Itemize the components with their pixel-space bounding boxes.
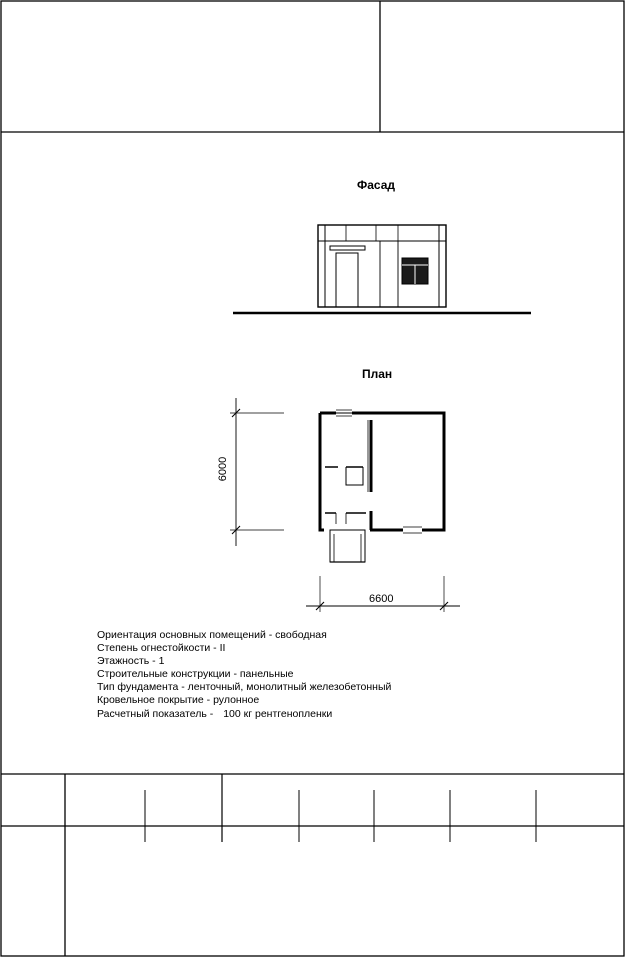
spec-capacity [97, 708, 457, 721]
spec-floors: Этажность - 1 [97, 655, 165, 668]
specifications [97, 629, 457, 721]
dimension-height: 6000 [217, 456, 230, 482]
spec-foundation: Тип фундамента - ленточный, монолитный железобетонный [97, 681, 392, 694]
spec-orientation: Ориентация основных помещений - свободная [97, 629, 327, 641]
spec-fire-resistance: Степень огнестойкости - II [97, 642, 226, 655]
spec-roofing: Кровельное покрытие - рулонное [97, 694, 260, 707]
plan-title: План [362, 367, 393, 381]
plan-drawing [320, 410, 444, 562]
bottom-table [1, 774, 624, 956]
plan-dimensions [230, 398, 460, 612]
facade-drawing [233, 225, 531, 313]
outer-border [1, 1, 624, 956]
spec-capacity-value: 100 кг рентгенопленки [223, 707, 333, 720]
spec-structures: Строительные конструкции - панельные [97, 668, 294, 681]
facade-title: Фасад [357, 178, 396, 192]
spec-capacity-label: Расчетный показатель - [97, 707, 214, 720]
dimension-width: 6600 [369, 593, 394, 605]
